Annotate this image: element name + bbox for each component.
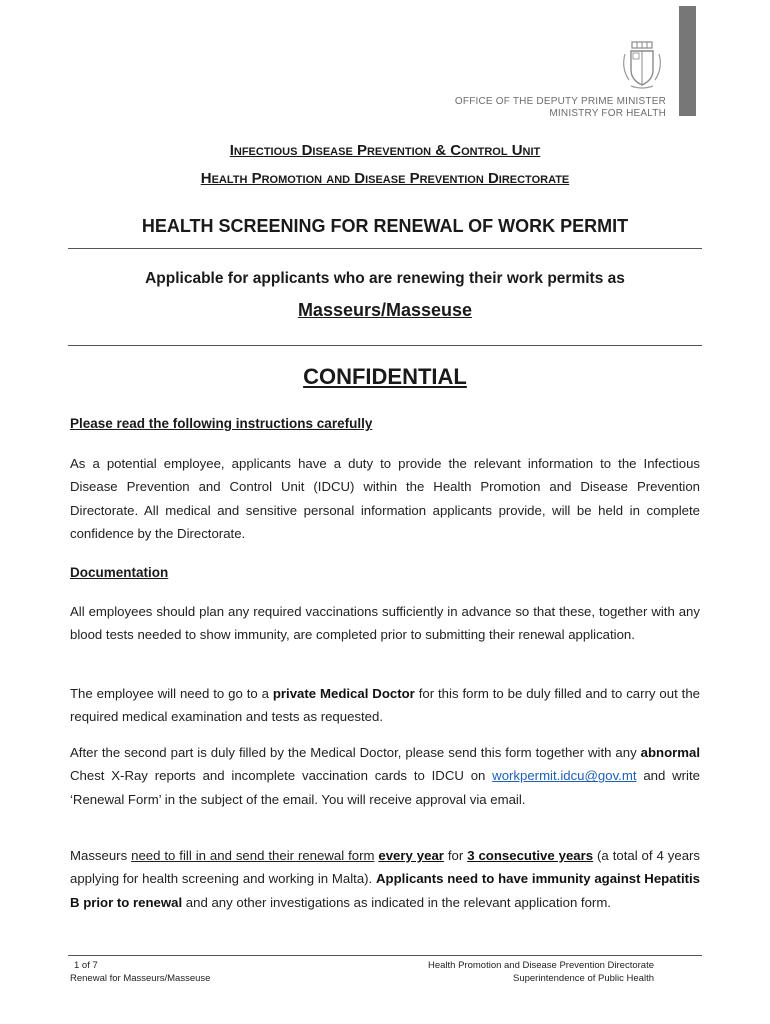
text-span: Masseurs bbox=[70, 848, 132, 863]
footer-doc-name: Renewal for Masseurs/Masseuse bbox=[70, 973, 211, 984]
applicability-text: Applicable for applicants who are renewing their work permits as bbox=[145, 270, 625, 287]
text-span: for this form to be duly filled and to carry out the required medical examination and tests as requested. bbox=[70, 686, 700, 725]
documentation-paragraph-1: All employees should plan any required vaccinations sufficiently in advance so that these, together with any blood tests needed to show immunity, are completed prior to submitting their renewal application. bbox=[70, 604, 700, 643]
profession-title: Masseurs/Masseuse bbox=[297, 300, 473, 320]
hepatitis-b-bold: Applicants need to have immunity against Hepatitis B prior to renewal bbox=[70, 871, 700, 910]
footer-left bbox=[70, 959, 210, 985]
every-year-bold: every year bbox=[378, 848, 444, 863]
email-link[interactable]: workpermit.idcu@gov.mt bbox=[492, 768, 637, 784]
confidential-heading: CONFIDENTIAL bbox=[303, 364, 467, 389]
private-doctor-bold: private Medical Doctor bbox=[272, 686, 415, 701]
consecutive-years-bold: 3 consecutive years bbox=[467, 848, 594, 863]
text-span: (a total of 4 years applying for health screening and working in Malta). bbox=[70, 848, 701, 887]
page-number: 1 of 7 bbox=[74, 960, 98, 971]
footer-superintendence: Superintendence of Public Health bbox=[512, 973, 654, 984]
documentation-paragraph-2 bbox=[70, 682, 700, 729]
text-span: After the second part is duly filled by the Medical Doctor, please send this form together with any bbox=[70, 745, 641, 760]
ministry-header bbox=[455, 96, 666, 120]
documentation-paragraph-4 bbox=[70, 844, 700, 914]
text-span: and write ‘Renewal Form’ in the subject of the email. You will receive approval via email. bbox=[70, 768, 700, 807]
footer-right bbox=[428, 959, 654, 985]
text-span: and any other investigations as indicated in the relevant application form. bbox=[182, 894, 611, 910]
underlined-text: need to fill in and send their renewal form bbox=[131, 848, 375, 863]
intro-paragraph: As a potential employee, applicants have a duty to provide the relevant information to the Infectious Disease Prevention and Control Unit (IDCU) within the Health Promotion and Disease Prevention Directorate. All medical and sensitive personal information applicants provide, will be held in complete confidence by the Directorate. bbox=[70, 456, 700, 542]
text-span: The employee will need to go to a bbox=[70, 686, 273, 701]
office-line-2: MINISTRY FOR HEALTH bbox=[549, 108, 666, 119]
text-span: Chest X-Ray reports and incomplete vaccination cards to IDCU on bbox=[70, 768, 493, 784]
office-line-1: OFFICE OF THE DEPUTY PRIME MINISTER bbox=[454, 96, 666, 107]
abnormal-bold: abnormal bbox=[640, 745, 700, 760]
documentation-heading: Documentation bbox=[70, 565, 169, 580]
instructions-heading: Please read the following instructions carefully bbox=[70, 416, 373, 431]
unit-title: Infectious Disease Prevention & Control Unit bbox=[229, 142, 541, 159]
malta-coat-of-arms-icon bbox=[619, 40, 665, 90]
document-title: HEALTH SCREENING FOR RENEWAL OF WORK PERMIT bbox=[141, 216, 629, 236]
footer-directorate: Health Promotion and Disease Prevention Directorate bbox=[427, 960, 654, 971]
directorate-title: Health Promotion and Disease Prevention Directorate bbox=[200, 170, 570, 187]
divider bbox=[68, 345, 702, 346]
text-span: for bbox=[443, 848, 468, 863]
footer-divider bbox=[68, 955, 702, 956]
documentation-paragraph-3 bbox=[70, 741, 700, 811]
divider bbox=[68, 248, 702, 249]
header-gray-bar bbox=[679, 6, 696, 116]
